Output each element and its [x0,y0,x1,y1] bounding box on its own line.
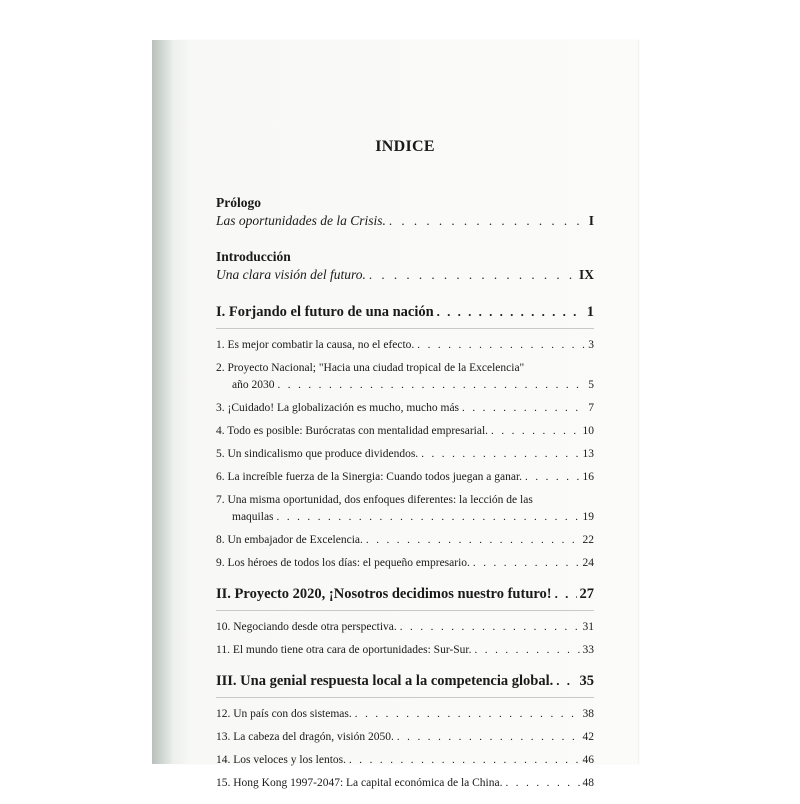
entry-list [216,619,594,659]
book-spine-shadow [152,40,174,764]
list-item [216,729,594,746]
entry-line [216,555,594,572]
introduccion-entry [216,266,594,284]
chapter-title: II. Proyecto 2020, ¡Nosotros decidimos nuestro futuro! [216,586,552,602]
chapter-2 [216,584,594,659]
entry-continuation: año 2030 [232,379,275,391]
entry-text: 13. La cabeza del dragón, visión 2050. [216,731,394,743]
entry-line [216,642,594,659]
entry-text: 8. Un embajador de Excelencia. [216,534,363,546]
introduccion-section [216,248,594,284]
chapter-heading [216,584,594,604]
entry-page: 16 [582,471,594,483]
entry-line [216,400,594,417]
divider [216,610,594,611]
entry-line [216,706,594,723]
entry-line [216,377,594,394]
leader-dots [349,752,580,769]
leader-dots [525,469,579,486]
leader-dots [491,423,579,440]
chapter-heading [216,671,594,691]
entry-page: 48 [582,777,594,789]
entry-page: 19 [582,511,594,523]
list-item [216,642,594,659]
entry-page: 7 [588,402,594,414]
entry-text: 1. Es mejor combatir la causa, no el efecto. [216,339,415,351]
divider [216,697,594,698]
entry-text: 11. El mundo tiene otra cara de oportunidades: Sur-Sur. [216,644,472,656]
leader-dots [277,377,585,394]
leader-dots [505,775,579,792]
entry-page: 10 [582,425,594,437]
leader-dots [355,706,580,723]
prologo-section [216,194,594,230]
entry-page: 13 [582,448,594,460]
entry-text: 10. Negociando desde otra perspectiva. [216,621,397,633]
leader-dots [277,509,580,526]
entry-continuation: maquilas [232,511,274,523]
entry-text: 15. Hong Kong 1997-2047: La capital económica de la China. [216,777,503,789]
entry-page: 3 [588,339,594,351]
book-page [172,40,638,789]
introduccion-text: Una clara visión del futuro. [216,267,366,282]
list-item [216,555,594,572]
divider [216,328,594,329]
entry-page: 5 [588,379,594,391]
list-item [216,469,594,486]
entry-line [216,775,594,792]
entry-page: 31 [582,621,594,633]
chapter-1 [216,302,594,572]
leader-dots [474,642,579,659]
entry-line [216,337,594,354]
prologo-page: I [588,213,594,228]
prologo-text: Las oportunidades de la Crisis. [216,213,386,228]
entry-text: 5. Un sindicalismo que produce dividendos. [216,448,419,460]
entry-line [216,532,594,549]
entry-line [216,619,594,636]
chapter-title: I. Forjando el futuro de una nación [216,304,434,320]
entry-line [216,752,594,769]
page-title: INDICE [375,138,435,155]
list-item [216,752,594,769]
introduccion-page: IX [578,267,594,282]
leader-dots [556,671,576,691]
leader-dots [437,302,584,322]
list-item [216,619,594,636]
entry-page: 42 [582,731,594,743]
prologo-heading: Prólogo [216,195,261,210]
entry-list [216,337,594,572]
entry-text: 9. Los héroes de todos los días: el pequeño empresario. [216,557,470,569]
list-item [216,492,594,526]
leader-dots [397,729,580,746]
list-item [216,400,594,417]
entry-line [216,423,594,440]
list-item [216,532,594,549]
list-item [216,423,594,440]
entry-text: 12. Un país con dos sistemas. [216,708,352,720]
entry-page: 46 [582,754,594,766]
entry-text: 6. La increíble fuerza de la Sinergia: Cuando todos juegan a ganar. [216,471,523,483]
leader-dots [421,446,579,463]
leader-dots [417,337,585,354]
entry-line [216,509,594,526]
entry-page: 38 [582,708,594,720]
chapter-heading [216,302,594,322]
introduccion-heading: Introducción [216,249,291,264]
entry-text: 4. Todo es posible: Burócratas con mentalidad empresarial. [216,425,489,437]
chapter-3 [216,671,594,792]
list-item [216,337,594,354]
entry-page: 22 [582,534,594,546]
leader-dots [473,555,580,572]
leader-dots [462,400,585,417]
chapter-page: 1 [586,304,594,320]
entry-text: 7. Una misma oportunidad, dos enfoques diferentes: la lección de las [216,494,533,506]
chapter-title: III. Una genial respuesta local a la competencia global. [216,673,554,689]
leader-dots [555,584,577,604]
chapter-page: 27 [579,586,594,602]
leader-dots [366,532,580,549]
entry-text: 2. Proyecto Nacional; "Hacia una ciudad tropical de la Excelencia" [216,362,525,374]
entry-list [216,706,594,792]
prologo-entry [216,212,594,230]
leader-dots [389,212,586,230]
leader-dots [369,266,576,284]
entry-line [216,729,594,746]
entry-line [216,446,594,463]
entry-text: 14. Los veloces y los lentos. [216,754,346,766]
entry-line [216,469,594,486]
list-item [216,360,594,394]
leader-dots [400,619,580,636]
list-item [216,775,594,792]
entry-page: 33 [582,644,594,656]
chapters-list [216,302,594,792]
list-item [216,706,594,723]
list-item [216,446,594,463]
entry-page: 24 [582,557,594,569]
entry-text: 3. ¡Cuidado! La globalización es mucho, mucho más [216,402,460,414]
chapter-page: 35 [579,673,594,689]
table-of-contents [216,138,594,804]
